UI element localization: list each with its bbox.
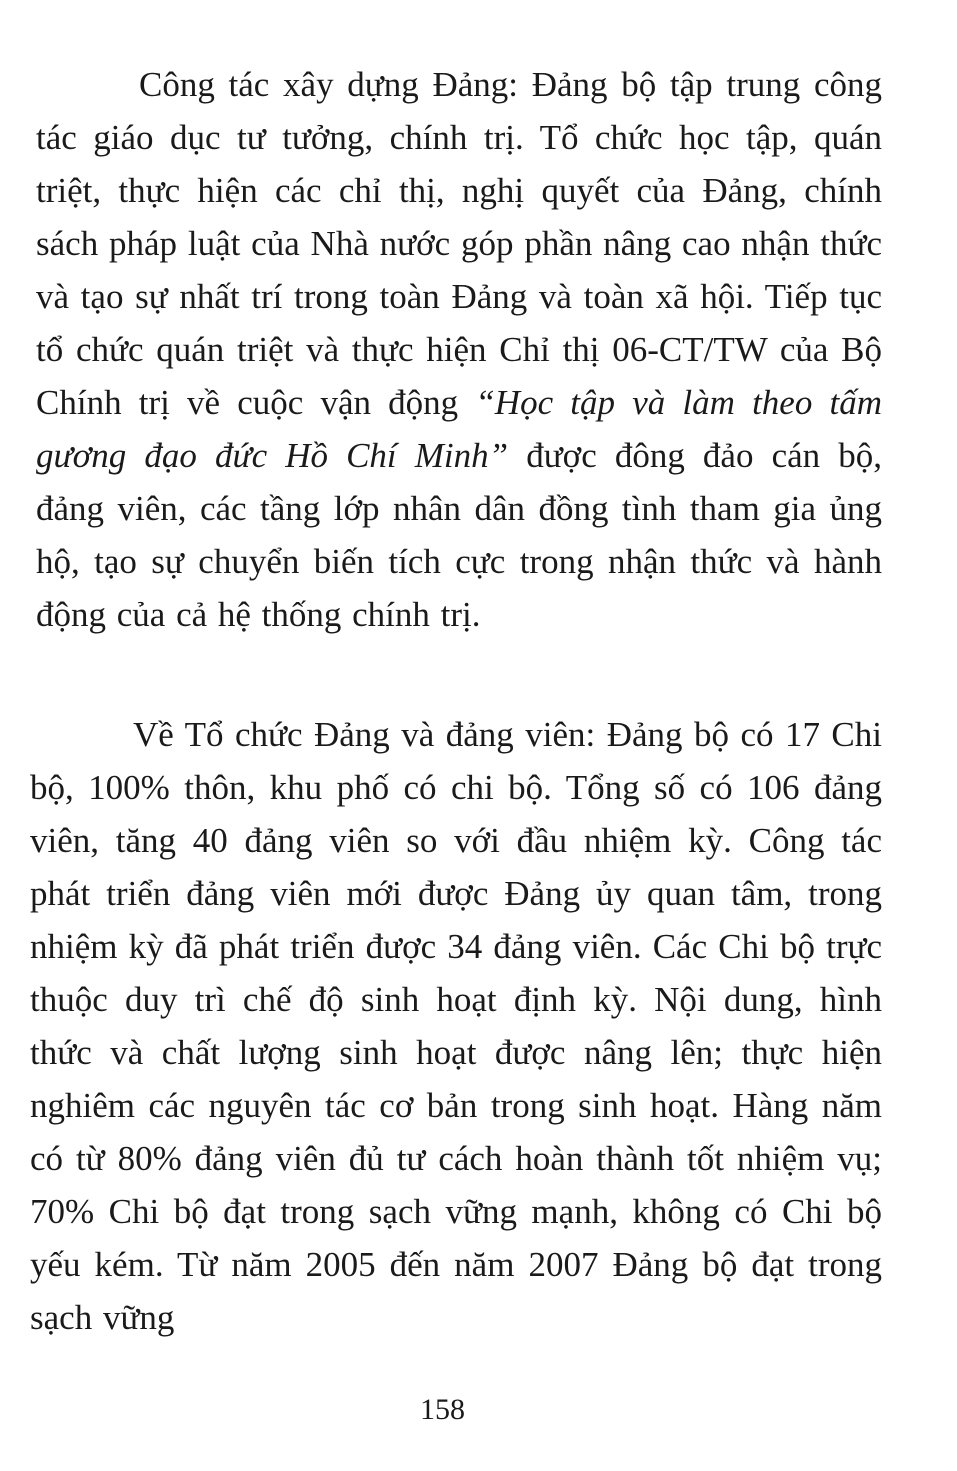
paragraph-text-start: Công tác xây dựng Đảng: Đảng bộ tập trung công tác giáo dục tư tưởng, chính trị. Tổ chức học tập, quán triệt, thực hiện các chỉ thị, nghị quyết của Đảng, chính sách pháp luật của Nhà nước góp phần nâng cao nhận thức và tạo sự nhất trí trong toàn Đảng và toàn xã hội. Tiếp tục tổ chức quán triệt và thực hiện Chỉ thị 06-CT/TW của Bộ Chính trị về cuộc vận động (36, 65, 882, 422)
paragraph-text: Về Tổ chức Đảng và đảng viên: Đảng bộ có 17 Chi bộ, 100% thôn, khu phố có chi bộ. Tổng số có 106 đảng viên, tăng 40 đảng viên so với đầu nhiệm kỳ. Công tác phát triển đảng viên mới được Đảng ủy quan tâm, trong nhiệm kỳ đã phát triển được 34 đảng viên. Các Chi bộ trực thuộc duy trì chế độ sinh hoạt định kỳ. Nội dung, hình thức và chất lượng sinh hoạt được nâng lên; thực hiện nghiêm các nguyên tác cơ bản trong sinh hoạt. Hàng năm có từ 80% đảng viên đủ tư cách hoàn thành tốt nhiệm vụ; 70% Chi bộ đạt trong sạch vững mạnh, không có Chi bộ yếu kém. Từ năm 2005 đến năm 2007 Đảng bộ đạt trong sạch vững (30, 715, 882, 1337)
paragraph-text (30, 58, 882, 641)
page-number: 158 (420, 1393, 465, 1426)
paragraph-party-building (30, 58, 882, 641)
campaign-quote: “Học tập và làm theo tấm gương đạo đức Hồ Chí Minh” (36, 383, 882, 475)
paragraph-party-organization (30, 708, 882, 1344)
paragraph-text-end: được đông đảo cán bộ, đảng viên, các tầng lớp nhân dân đồng tình tham gia ủng hộ, tạo sự chuyển biến tích cực trong nhận thức và hành động của cả hệ thống chính trị. (36, 436, 882, 634)
